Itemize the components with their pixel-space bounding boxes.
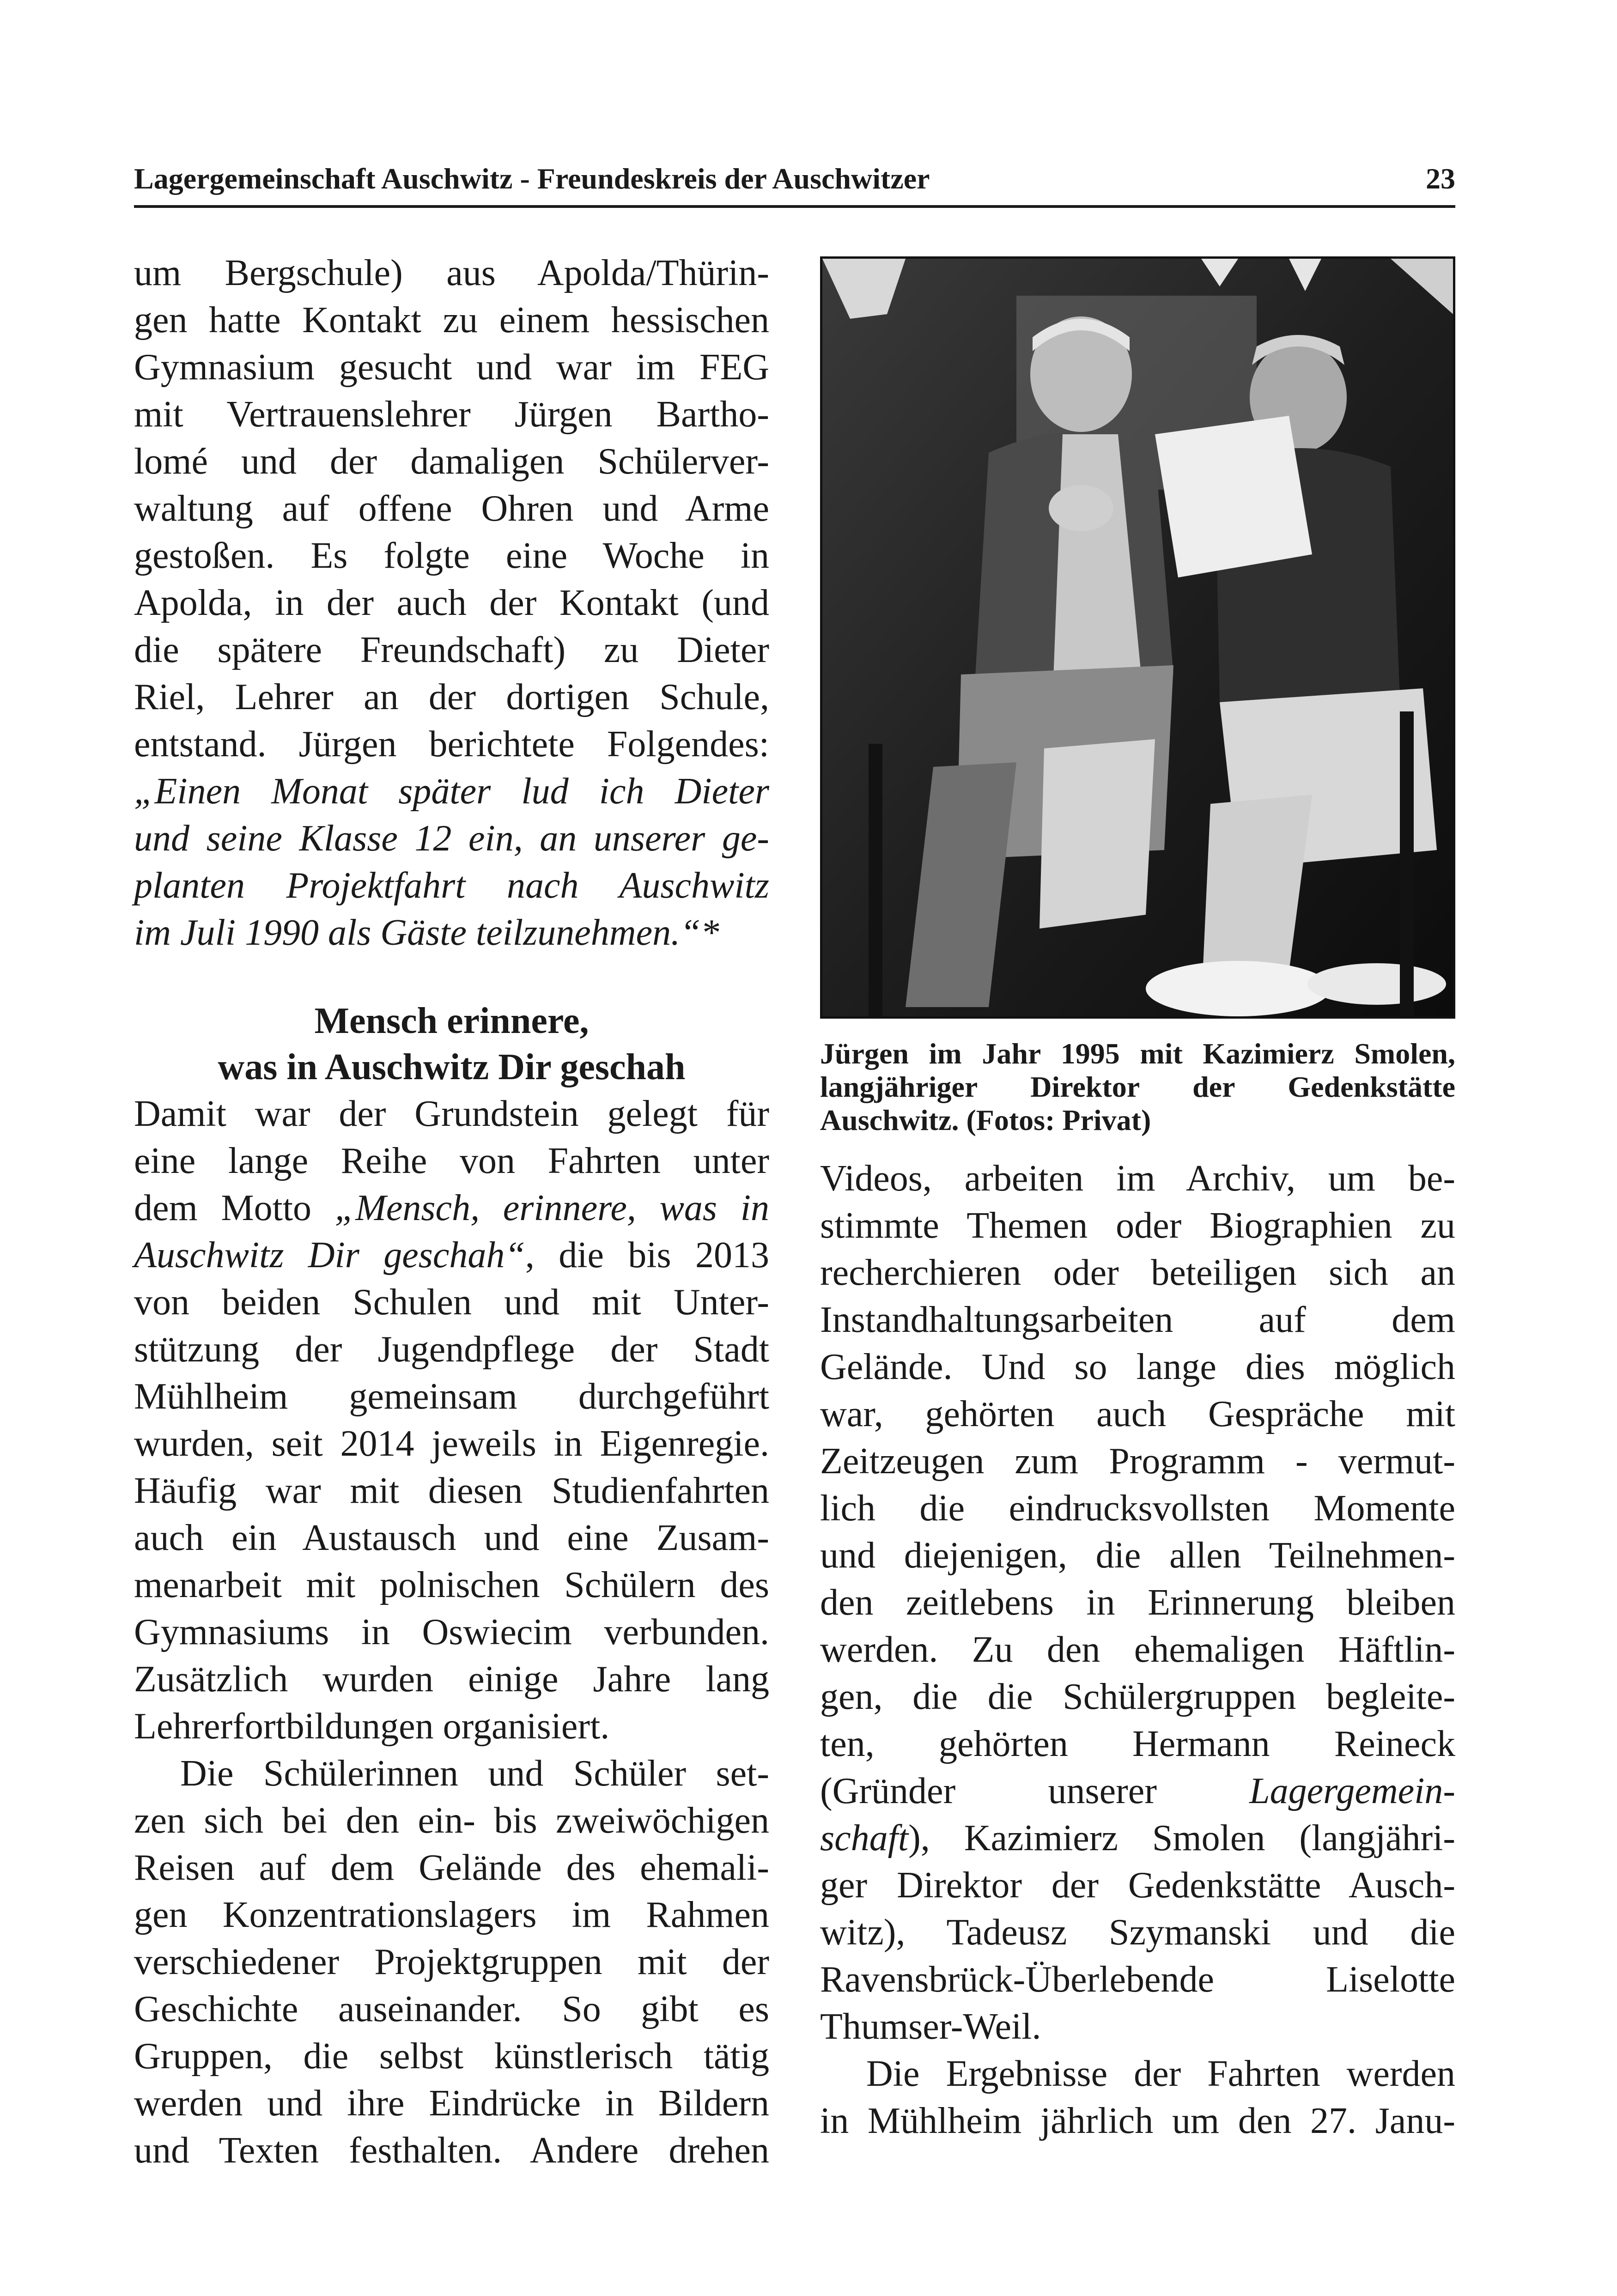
text-line: Auschwitz Dir geschah“, die bis 2013	[134, 1235, 770, 1276]
text-line: Instandhaltungsarbeiten auf dem	[820, 1300, 1455, 1340]
running-header	[134, 157, 1455, 208]
text-line: verschiedener Projektgruppen mit der	[134, 1942, 769, 1982]
text-line: Häufig war mit diesen Studienfahrten	[134, 1470, 769, 1511]
photo-illustration	[822, 259, 1453, 1016]
text-line: Gymnasium gesucht und war im FEG	[134, 347, 769, 388]
text-line: Damit war der Grundstein gelegt für	[134, 1093, 769, 1134]
paragraph-videos	[820, 1155, 1455, 2050]
text-line: Ravensbrück-Überlebende Liselotte	[820, 1959, 1455, 2000]
text-line: Apolda, in der auch der Kontakt (und	[134, 583, 769, 623]
text-line: (Gründer unserer Lagergemein-	[820, 1771, 1455, 1811]
text-line: Riel, Lehrer an der dortigen Schule,	[134, 677, 769, 717]
text-line: lomé und der damaligen Schülerver-	[134, 441, 769, 482]
quote-line: „Einen Monat später lud ich Dieter	[134, 771, 769, 812]
photo-caption: Jürgen im Jahr 1995 mit Kazimierz Smolen, langjähriger Direktor der Gedenkstätte Auschwitz. (Fotos: Privat)	[820, 1037, 1455, 1136]
text-line: ger Direktor der Gedenkstätte Ausch-	[820, 1865, 1455, 1906]
text-line: Lehrerfortbildungen organisiert.	[134, 1706, 610, 1747]
text-line: werden. Zu den ehemaligen Häftlin-	[820, 1629, 1455, 1670]
text-line: war, gehörten auch Gespräche mit	[820, 1394, 1455, 1434]
text-line: recherchieren oder beteiligen sich an	[820, 1252, 1455, 1293]
text-line: gen, die die Schülergruppen begleite-	[820, 1676, 1455, 1717]
text-line: zen sich bei den ein- bis zweiwöchigen	[134, 1800, 769, 1841]
left-column	[134, 249, 769, 2174]
text-line: entstand. Jürgen berichtete Folgendes:	[134, 724, 769, 765]
text-line: Gruppen, die selbst künstlerisch tätig	[134, 2036, 769, 2077]
quote-line: im Juli 1990 als Gäste teilzunehmen.“*	[134, 912, 719, 953]
text-line: waltung auf offene Ohren und Arme	[134, 488, 769, 529]
text-line: die spätere Freundschaft) zu Dieter	[134, 630, 769, 670]
paragraph-grundstein	[134, 1090, 769, 1750]
text-line: Die Schülerinnen und Schüler set-	[180, 1753, 769, 1794]
text-line: mit Vertrauenslehrer Jürgen Bartho-	[134, 394, 769, 435]
text-line: um Bergschule) aus Apolda/Thürin-	[134, 253, 769, 293]
text-line: witz), Tadeusz Szymanski und die	[820, 1912, 1455, 1953]
text-line: gen hatte Kontakt zu einem hessischen	[134, 300, 769, 340]
text-line: auch ein Austausch und eine Zusam-	[134, 1518, 769, 1558]
text-line: gen Konzentrationslagers im Rahmen	[134, 1895, 769, 1935]
text-line: den zeitlebens in Erinnerung bleiben	[820, 1582, 1455, 1623]
text-line: schaft), Kazimierz Smolen (langjähri-	[820, 1818, 1455, 1859]
right-column	[820, 1155, 1455, 2144]
page-number: 23	[1426, 162, 1455, 195]
text-line: Zusätzlich wurden einige Jahre lang	[134, 1659, 769, 1700]
text-line: in Mühlheim jährlich um den 27. Janu-	[820, 2101, 1455, 2141]
paragraph-apolda	[134, 249, 769, 956]
text-line: dem Motto „Mensch, erinnere, was in	[134, 1188, 770, 1228]
text-line: Thumser-Weil.	[820, 2006, 1041, 2047]
text-line: von beiden Schulen und mit Unter-	[134, 1282, 769, 1323]
text-line: menarbeit mit polnischen Schülern des	[134, 1565, 769, 1605]
text-line: Mühlheim gemeinsam durchgeführt	[134, 1376, 769, 1417]
photo-juergen-smolen	[820, 256, 1455, 1019]
text-line: Die Ergebnisse der Fahrten werden	[866, 2053, 1455, 2094]
text-line: und diejenigen, die allen Teilnehmen-	[820, 1535, 1455, 1576]
header-title: Lagergemeinschaft Auschwitz - Freundeskreis der Auschwitzer	[134, 162, 930, 195]
text-line: Reisen auf dem Gelände des ehemali-	[134, 1847, 769, 1888]
text-line: gestoßen. Es folgte eine Woche in	[134, 535, 769, 576]
text-line: Gymnasiums in Oswiecim verbunden.	[134, 1612, 769, 1652]
text-line: stützung der Jugendpflege der Stadt	[134, 1329, 769, 1370]
text-line: Zeitzeugen zum Programm - vermut-	[820, 1441, 1455, 1482]
paragraph-ergebnisse	[820, 2050, 1455, 2144]
text-line: und Texten festhalten. Andere drehen	[134, 2130, 769, 2171]
text-line: wurden, seit 2014 jeweils in Eigenregie.	[134, 1423, 769, 1464]
text-line: stimmte Themen oder Biographien zu	[820, 1205, 1455, 1246]
section-heading: Mensch erinnere, was in Auschwitz Dir geschah	[218, 1001, 686, 1087]
text-line: lich die eindrucksvollsten Momente	[820, 1488, 1455, 1529]
text-line: ten, gehörten Hermann Reineck	[820, 1724, 1455, 1764]
quote-line: und seine Klasse 12 ein, an unserer ge-	[134, 818, 769, 859]
quote-line: planten Projektfahrt nach Auschwitz	[134, 865, 769, 906]
paragraph-schueler	[134, 1750, 769, 2174]
text-line: eine lange Reihe von Fahrten unter	[134, 1141, 769, 1181]
text-line: Videos, arbeiten im Archiv, um be-	[820, 1158, 1455, 1199]
text-line: Geschichte auseinander. So gibt es	[134, 1989, 769, 2029]
text-line: Gelände. Und so lange dies möglich	[820, 1347, 1455, 1387]
text-line: werden und ihre Eindrücke in Bildern	[134, 2083, 769, 2124]
